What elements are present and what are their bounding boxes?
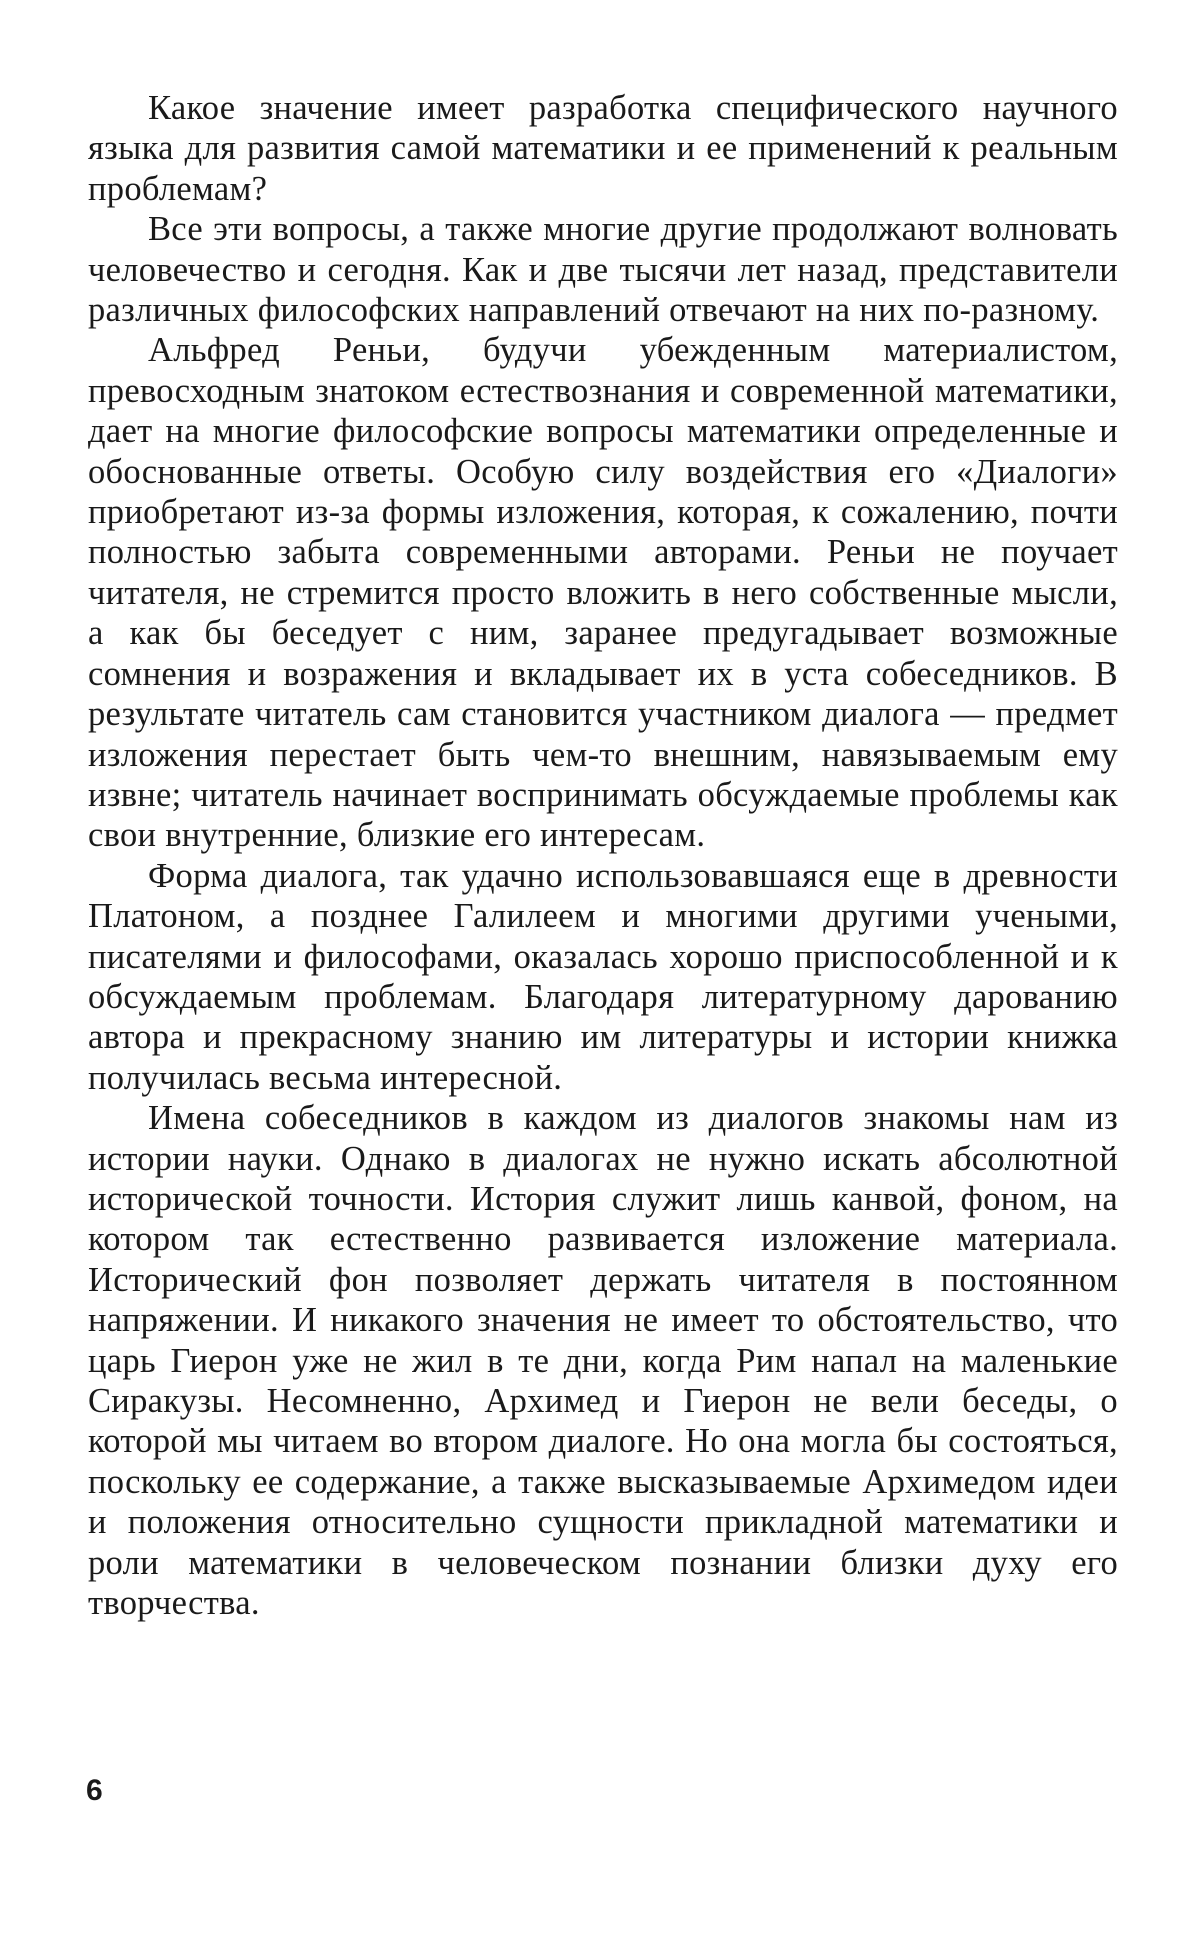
paragraph-3: Альфред Реньи, будучи убежденным материалистом, превосходным знатоком естествознания и современной математики, дает на многие философские вопросы математики определенные и обоснованные ответы. Особую силу воздействия его «Диалоги» приобретают из-за формы изложения, которая, к сожалению, почти полностью забыта современными авторами. Реньи не поучает читателя, не стремится просто вложить в него собственные мысли, а как бы беседует с ним, заранее предугадывает возможные сомнения и возражения и вкладывает их в уста собеседников. В результате читатель сам становится участником диалога — предмет изложения перестает быть чем-то внешним, навязываемым ему извне; читатель начинает воспринимать обсуждаемые проблемы как свои внутренние, близкие его интересам. — [88, 331, 1118, 855]
page-number: 6 — [86, 1774, 103, 1807]
paragraph-5: Имена собеседников в каждом из диалогов знакомы нам из истории науки. Однако в диалогах не нужно искать абсолютной исторической точности. История служит лишь канвой, фоном, на котором так естественно развивается изложение материала. Исторический фон позволяет держать читателя в постоянном напряжении. И никакого значения не имеет то обстоятельство, что царь Гиерон уже не жил в те дни, когда Рим напал на маленькие Сиракузы. Несомненно, Архимед и Гиерон не вели беседы, о которой мы читаем во втором диалоге. Но она могла бы состояться, поскольку ее содержание, а также высказываемые Архимедом идеи и положения относительно сущности прикладной математики и роли математики в человеческом познании близки духу его творчества. — [88, 1099, 1118, 1623]
body-text — [88, 88, 1118, 1623]
paragraph-2: Все эти вопросы, а также многие другие продолжают волновать человечество и сегодня. Как и две тысячи лет назад, представители различных философских направлений отвечают на них по-разному. — [88, 210, 1118, 330]
paragraph-1: Какое значение имеет разработка специфического научного языка для развития самой математики и ее применений к реальным проблемам? — [88, 89, 1118, 208]
paragraph-4: Форма диалога, так удачно использовавшаяся еще в древности Платоном, а позднее Галилеем и многими другими учеными, писателями и философами, оказалась хорошо приспособленной и к обсуждаемым проблемам. Благодаря литературному дарованию автора и прекрасному знанию им литературы и истории книжка получилась весьма интересной. — [88, 856, 1118, 1097]
